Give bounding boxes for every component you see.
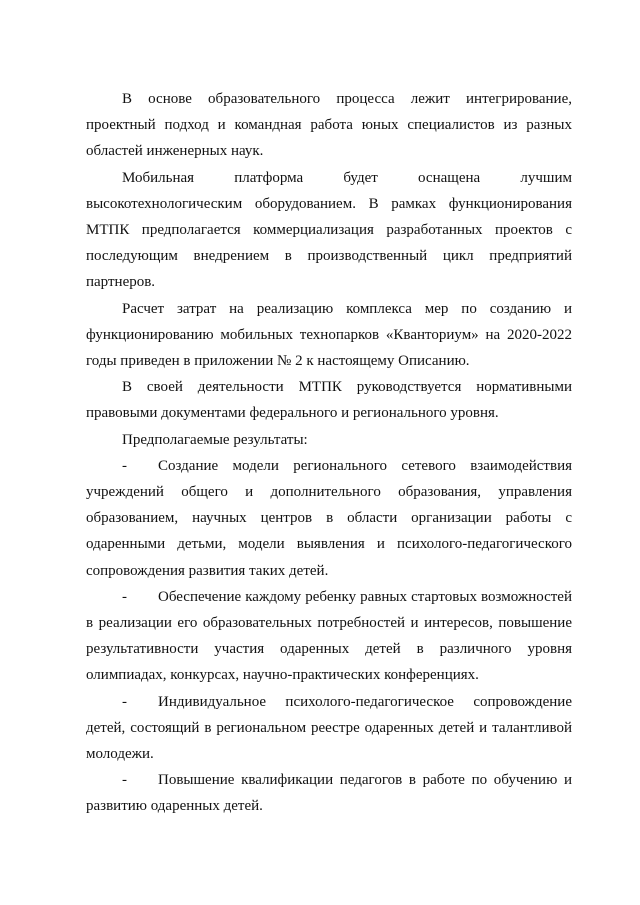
list-marker: - [122, 693, 127, 710]
paragraph: Расчет затрат на реализацию комплекса мер по созданию и функционированию мобильных технопарков «Кванториум» на 2020-2022 годы приведен в приложении № 2 к настоящему Описанию. [86, 300, 572, 370]
paragraph: В основе образовательного процесса лежит интегрирование, проектный подход и командная работа юных специалистов из разных областей инженерных наук. [86, 91, 572, 160]
list-item [86, 689, 572, 768]
section-heading: Предполагаемые результаты: [122, 431, 308, 448]
list-item-text: Создание модели регионального сетевого взаимодействия учреждений общего и дополнительного образования, управления образованием, научных центров в области организации работы с одаренными детьми, модели выявления и психолого-педагогического сопровождения развития таких детей. [86, 457, 572, 579]
list-item-text: Индивидуальное психолого-педагогическое сопровождение детей, состоящий в региональном реестре одаренных детей и талантливой молодежи. [86, 693, 572, 763]
paragraph: Мобильная платформа будет оснащена лучшим высокотехнологическим оборудованием. В рамках функционирования МТПК предполагается коммерциализация разработанных проектов с последующим внедрением в производственный цикл предприятий партнеров. [86, 169, 572, 291]
list-marker: - [122, 588, 127, 605]
list-item [86, 584, 572, 689]
list-item-text: Обеспечение каждому ребенку равных стартовых возможностей в реализации его образовательных потребностей и интересов, повышение результативности участия одаренных детей в различного уровня олимпиадах, конкурсах, научно-практических конференциях. [86, 588, 572, 684]
list-marker: - [122, 457, 127, 474]
list-item-text: Повышение квалификации педагогов в работе по обучению и развитию одаренных детей. [86, 772, 572, 815]
list-marker: - [122, 772, 127, 789]
list-item [86, 767, 572, 819]
paragraph: В своей деятельности МТПК руководствуется нормативными правовыми документами федерального и регионального уровня. [86, 379, 572, 422]
list-item [86, 453, 572, 584]
